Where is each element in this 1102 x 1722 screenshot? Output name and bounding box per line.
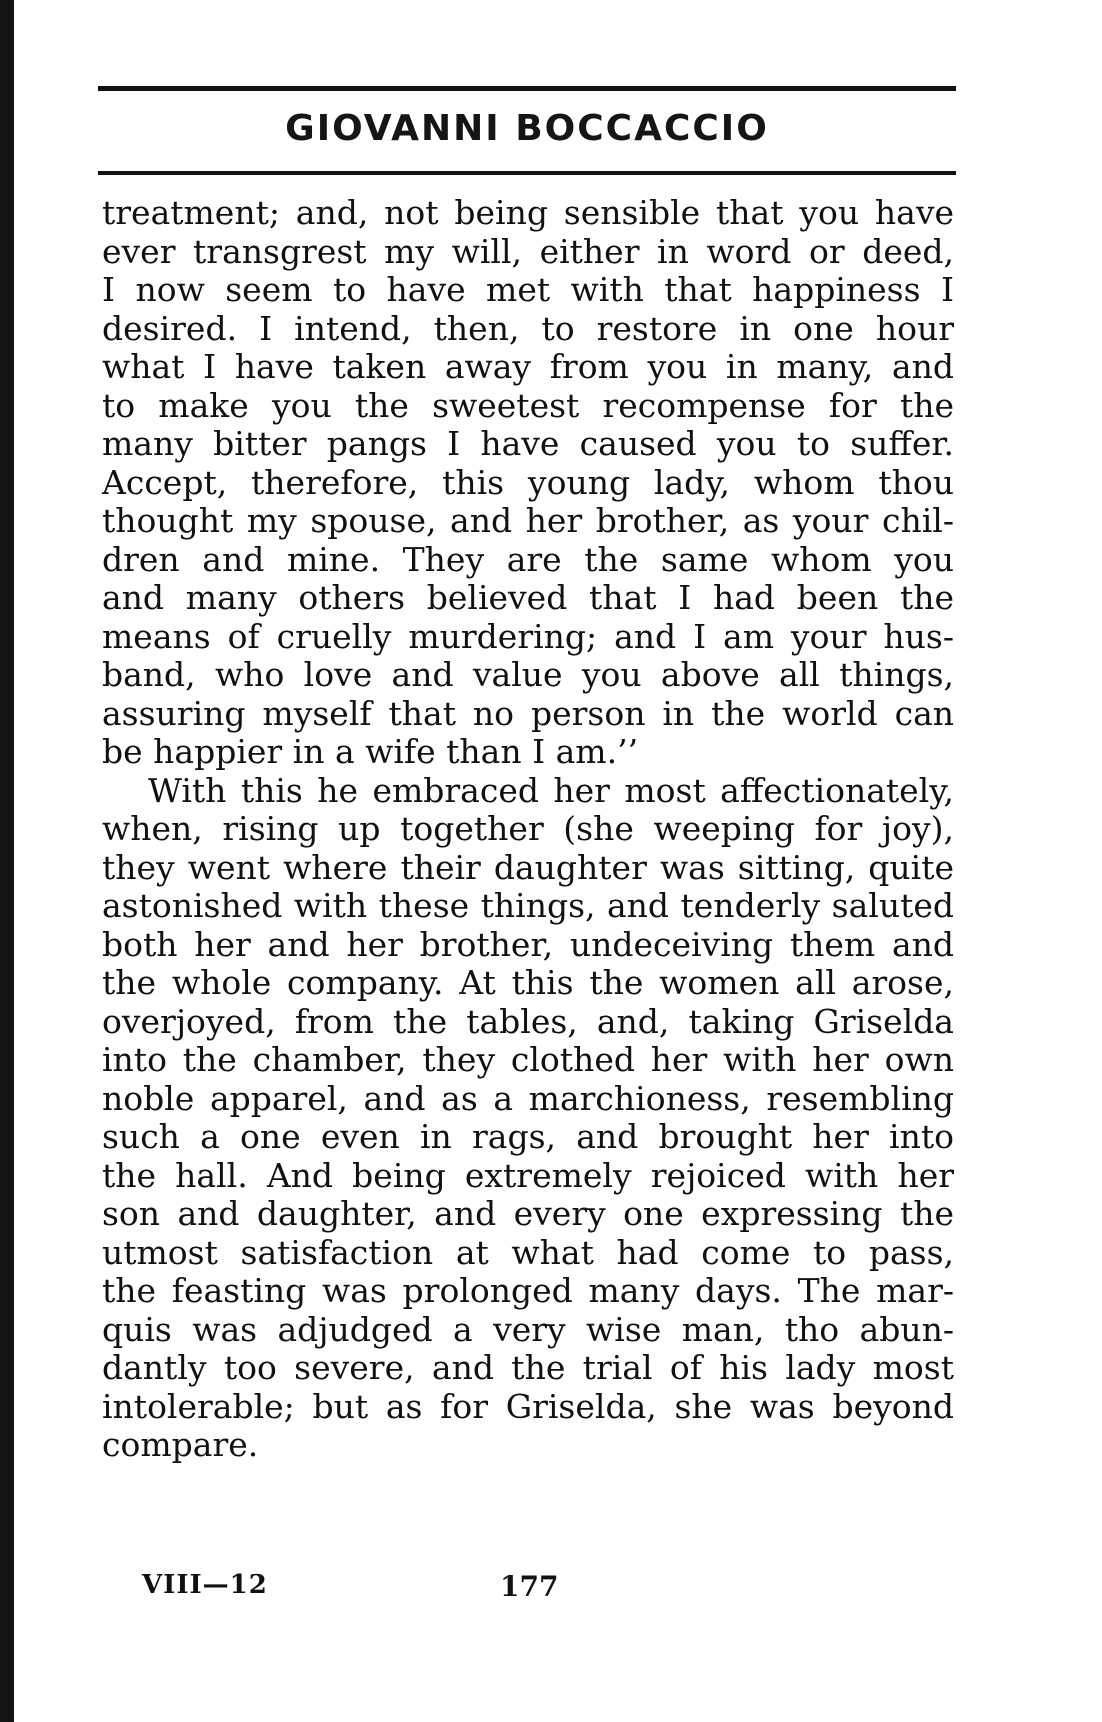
text-line: means of cruelly murdering; and I am your hus- (102, 616, 954, 656)
paragraph-end-line: be happier in a wife than I am.’’ (102, 732, 639, 771)
text-line: to make you the sweetest recompense for the (102, 385, 954, 425)
text-line: treatment; and, not being sensible that you have (102, 193, 954, 232)
header-rule-bottom (98, 171, 956, 175)
text-line: and many others believed that I had been the (102, 578, 954, 617)
text-line: Accept, therefore, this young lady, whom thou (102, 462, 954, 502)
text-line: assuring myself that no person in the world can (102, 693, 954, 733)
text-line: such a one even in rags, and brought her into (102, 1117, 954, 1156)
text-line: when, rising up together (she weeping for joy), (102, 809, 954, 848)
text-line: into the chamber, they clothed her with her own (102, 1040, 954, 1079)
text-line: dren and mine. They are the same whom you (102, 539, 954, 579)
page-number: 177 (500, 1570, 559, 1603)
text-line: many bitter pangs I have caused you to suffer. (102, 424, 954, 463)
text-line: band, who love and value you above all things, (102, 655, 954, 694)
text-line: quis was adjudged a very wise man, tho abun- (102, 1309, 954, 1349)
text-line: the feasting was prolonged many days. The mar- (102, 1271, 954, 1310)
text-line: what I have taken away from you in many, and (102, 347, 954, 386)
text-line: son and daughter, and every one expressing the (102, 1194, 954, 1233)
text-line: both her and her brother, undeceiving them and (102, 924, 954, 964)
text-line: they went where their daughter was sitting, quite (102, 847, 954, 887)
text-line: dantly too severe, and the trial of his lady most (102, 1348, 954, 1387)
text-line: desired. I intend, then, to restore in one hour (102, 308, 954, 348)
text-line: thought my spouse, and her brother, as your chil- (102, 501, 954, 540)
book-spine-edge (0, 0, 14, 1722)
signature-mark: VIII—12 (142, 1570, 268, 1600)
header-rule-top (98, 86, 956, 91)
text-line: the whole company. At this the women all arose, (102, 963, 954, 1002)
running-head: GIOVANNI BOCCACCIO (285, 108, 769, 149)
text-line: intolerable; but as for Griselda, she was beyond (102, 1386, 954, 1426)
paragraph-end-line: compare. (102, 1425, 259, 1464)
text-line: noble apparel, and as a marchioness, resembling (102, 1078, 954, 1118)
text-line: I now seem to have met with that happiness I (102, 270, 954, 309)
paragraph-start-line: With this he embraced her most affectionately, (148, 770, 954, 810)
text-line: utmost satisfaction at what had come to pass, (102, 1232, 954, 1272)
body-text (102, 194, 954, 1465)
text-line: the hall. And being extremely rejoiced with her (102, 1155, 954, 1195)
text-line: overjoyed, from the tables, and, taking Griselda (102, 1001, 954, 1041)
text-line: astonished with these things, and tenderly saluted (102, 886, 954, 925)
text-line: ever transgrest my will, either in word or deed, (102, 231, 954, 271)
